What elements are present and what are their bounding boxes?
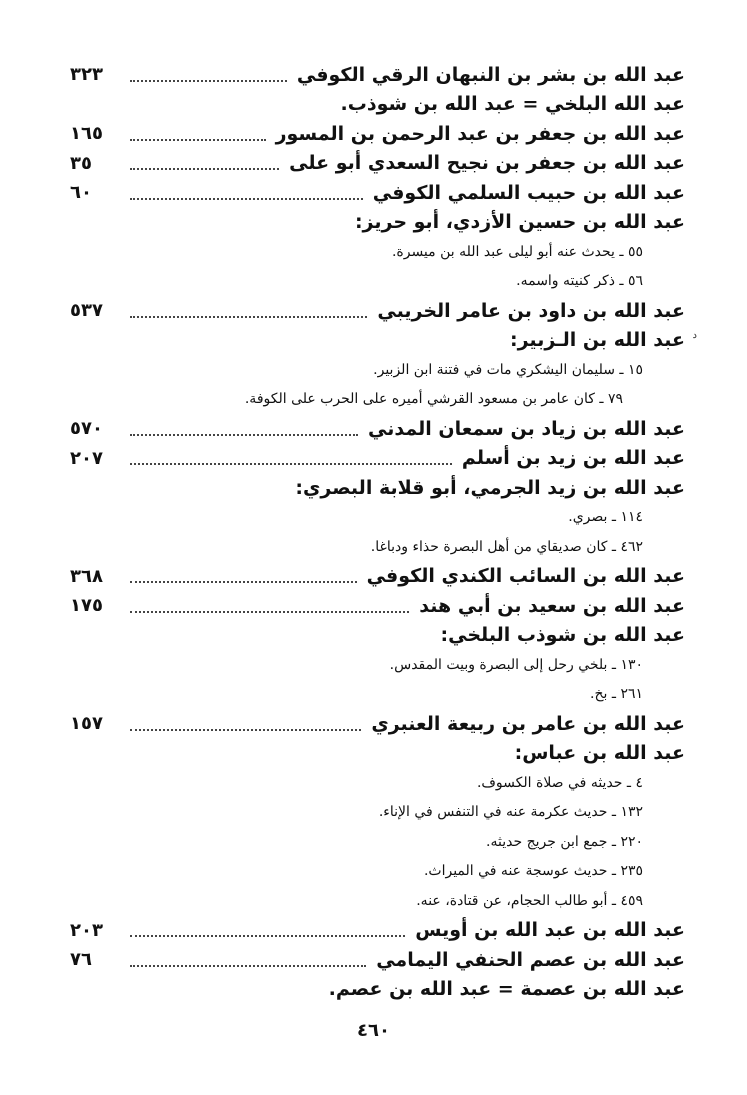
- index-entry: [70, 945, 685, 975]
- subentry-text: ٤٦٢ ـ كان صديقاي من أهل البصرة حذاء ودباغا.: [370, 538, 643, 555]
- index-entry: [70, 444, 685, 474]
- index-subentry: [70, 355, 685, 385]
- index-entry: [70, 149, 685, 179]
- entry-page-number: ٣٦٨: [70, 565, 103, 587]
- entry-name: عبد الله بن حسين الأزدي، أبو حريز:: [354, 211, 685, 234]
- index-entry: [70, 208, 685, 238]
- index-entry: [70, 326, 697, 356]
- dot-leader: [130, 581, 357, 583]
- subentry-text: ١٣٠ ـ بلخي رحل إلى البصرة وبيت المقدس.: [389, 656, 643, 673]
- index-subentry: [70, 886, 685, 916]
- index-entry: [70, 621, 685, 651]
- entry-name: عبد الله بن عبد الله بن أويس: [415, 919, 685, 942]
- dot-leader: [130, 198, 363, 200]
- index-entry: [70, 296, 685, 326]
- margin-mark: د: [692, 329, 697, 341]
- entry-page-number: ٣٢٣: [70, 64, 103, 86]
- subentry-text: ٧٩ ـ كان عامر بن مسعود القرشي أميره على الحرب على الكوفة.: [244, 391, 623, 408]
- index-subentry: [70, 680, 685, 710]
- index-subentry: [70, 827, 685, 857]
- subentry-text: ٤٥٩ ـ أبو طالب الحجام، عن قتادة، عنه.: [416, 892, 643, 909]
- entry-page-number: ٧٦: [70, 949, 92, 971]
- entry-name: عبد الله بن حبيب السلمي الكوفي: [372, 181, 685, 204]
- subentry-text: ٤ ـ حديثه في صلاة الكسوف.: [476, 774, 643, 791]
- entry-name: عبد الله بن داود بن عامر الخريبي: [377, 299, 685, 322]
- entry-page-number: ١٦٥: [70, 123, 103, 145]
- dot-leader: [130, 611, 409, 613]
- entry-name: عبد الله البلخي = عبد الله بن شوذب.: [340, 93, 685, 116]
- index-entry: [70, 739, 685, 769]
- subentry-text: ٢٦١ ـ بخ.: [590, 686, 643, 703]
- subentry-text: ٥٦ ـ ذكر كنيته واسمه.: [516, 273, 643, 290]
- index-subentry: [70, 798, 685, 828]
- subentry-text: ١٥ ـ سليمان اليشكري مات في فتنة ابن الزبير.: [373, 361, 643, 378]
- page-number: ٤٦٠: [357, 1020, 390, 1041]
- index-entry: [70, 591, 685, 621]
- dot-leader: [130, 80, 287, 82]
- dot-leader: [130, 168, 279, 170]
- entry-page-number: ٢٠٣: [70, 919, 103, 941]
- index-subentry: [70, 857, 685, 887]
- index-entry: [70, 119, 685, 149]
- index-subentry: [70, 237, 685, 267]
- dot-leader: [130, 463, 452, 465]
- subentry-text: ١٣٢ ـ حديث عكرمة عنه في التنفس في الإناء.: [378, 804, 643, 821]
- dot-leader: [130, 965, 366, 967]
- subentry-text: ٢٢٠ ـ جمع ابن جريج حديثه.: [486, 833, 643, 850]
- entry-name: عبد الله بن عصم الحنفي اليمامي: [376, 948, 685, 971]
- index-entry: [70, 414, 685, 444]
- index-entry: [70, 473, 685, 503]
- index-subentry: [70, 650, 685, 680]
- index-list: [70, 60, 697, 1004]
- index-subentry: [70, 385, 685, 415]
- index-entry: [70, 975, 685, 1005]
- entry-page-number: ١٥٧: [70, 713, 103, 735]
- entry-name: عبد الله بن عصمة = عبد الله بن عصم.: [328, 978, 685, 1001]
- index-entry: [70, 178, 685, 208]
- dot-leader: [130, 316, 367, 318]
- index-entry: [70, 90, 685, 120]
- index-subentry: [70, 267, 685, 297]
- entry-name: عبد الله بن سعيد بن أبي هند: [419, 594, 685, 617]
- index-entry: [70, 562, 685, 592]
- entry-name: عبد الله بن جعفر بن نجيح السعدي أبو على: [289, 152, 685, 175]
- index-subentry: [70, 768, 685, 798]
- entry-name: عبد الله بن الـزبير:: [510, 329, 685, 352]
- index-entry: [70, 60, 685, 90]
- entry-name: عبد الله بن بشر بن النبهان الرقي الكوفي: [296, 63, 685, 86]
- entry-page-number: ٥٣٧: [70, 300, 103, 322]
- entry-name: عبد الله بن زيد الجرمي، أبو قلابة البصري:: [295, 476, 685, 499]
- subentry-text: ١١٤ ـ بصري.: [568, 509, 643, 526]
- dot-leader: [130, 139, 266, 141]
- entry-name: عبد الله بن السائب الكندي الكوفي: [366, 565, 685, 588]
- index-subentry: [70, 532, 685, 562]
- entry-name: عبد الله بن جعفر بن عبد الرحمن بن المسور: [275, 122, 685, 145]
- entry-name: عبد الله بن عامر بن ربيعة العنبري: [371, 712, 685, 735]
- entry-name: عبد الله بن زيد بن أسلم: [461, 447, 685, 470]
- entry-name: عبد الله بن عباس:: [514, 742, 685, 765]
- index-subentry: [70, 503, 685, 533]
- entry-page-number: ٥٧٠: [70, 418, 103, 440]
- dot-leader: [130, 434, 358, 436]
- dot-leader: [130, 729, 361, 731]
- entry-name: عبد الله بن شوذب البلخي:: [440, 624, 685, 647]
- entry-name: عبد الله بن زياد بن سمعان المدني: [368, 417, 685, 440]
- index-entry: [70, 916, 685, 946]
- subentry-text: ٥٥ ـ يحدث عنه أبو ليلى عبد الله بن ميسرة.: [391, 243, 643, 260]
- entry-page-number: ٦٠: [70, 182, 92, 204]
- dot-leader: [130, 935, 405, 937]
- subentry-text: ٢٣٥ ـ حديث عوسجة عنه في الميراث.: [423, 863, 643, 880]
- entry-page-number: ٣٥: [70, 152, 92, 174]
- entry-page-number: ١٧٥: [70, 595, 103, 617]
- index-entry: [70, 709, 685, 739]
- entry-page-number: ٢٠٧: [70, 447, 103, 469]
